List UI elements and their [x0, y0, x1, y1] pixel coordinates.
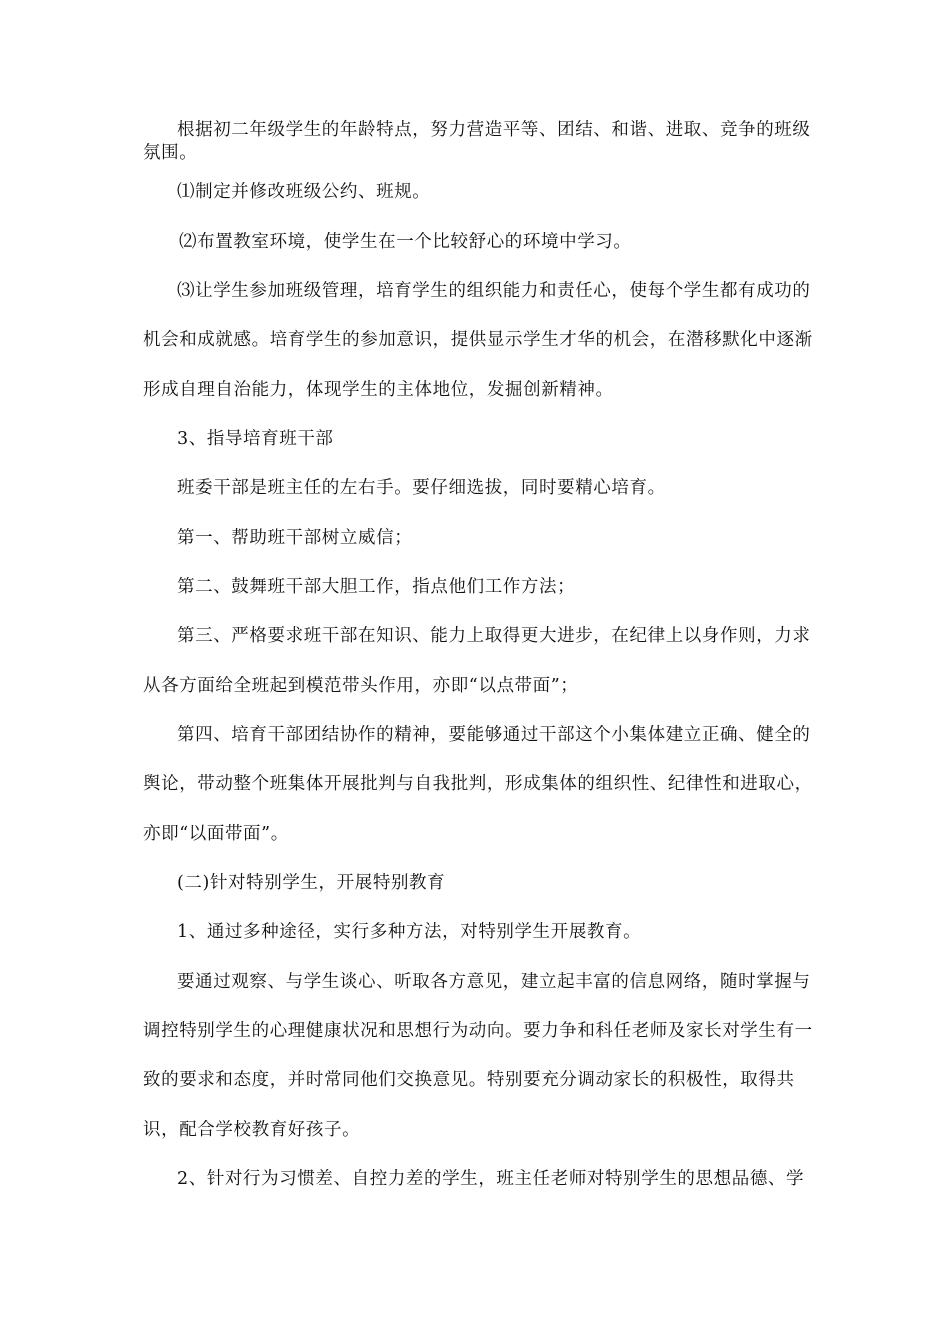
paragraph-line: 根据初二年级学生的年龄特点，努力营造平等、团结、和谐、进取、竞争的班级	[177, 120, 811, 140]
paragraph-line: 机会和成就感。培育学生的参加意识，提供显示学生才华的机会，在潜移默化中逐渐	[143, 330, 813, 350]
paragraph-line: 识，配合学校教育好孩子。	[143, 1120, 361, 1140]
list-item: ⑶让学生参加班级管理，培育学生的组织能力和责任心，使每个学生都有成功的	[177, 281, 811, 301]
paragraph-line: 第四、培育干部团结协作的精神，要能够通过干部这个小集体建立正确、健全的	[177, 725, 811, 745]
paragraph-line: 舆论，带动整个班集体开展批判与自我批判，形成集体的组织性、纪律性和进取心，	[143, 774, 813, 794]
list-item: ⑴制定并修改班级公约、班规。	[177, 182, 431, 202]
list-item: ⑵布置教室环境，使学生在一个比较舒心的环境中学习。	[179, 232, 632, 252]
paragraph-line: 2、针对行为习惯差、自控力差的学生，班主任老师对特别学生的思想品德、学	[177, 1169, 805, 1189]
section-heading: 3、指导培育班干部	[177, 429, 334, 449]
paragraph-line: 亦即“以面带面”。	[143, 824, 289, 844]
paragraph-line: 第三、严格要求班干部在知识、能力上取得更大进步，在纪律上以身作则，力求	[177, 626, 811, 646]
section-heading: (二)针对特别学生，开展特别教育	[177, 873, 446, 893]
paragraph-line: 从各方面给全班起到模范带头作用，亦即“以点带面”；	[143, 676, 579, 696]
paragraph-line: 第二、鼓舞班干部大胆工作，指点他们工作方法；	[177, 577, 576, 597]
paragraph-line: 第一、帮助班干部树立威信；	[177, 528, 413, 548]
paragraph-line: 要通过观察、与学生谈心、听取各方意见，建立起丰富的信息网络，随时掌握与	[177, 972, 811, 992]
paragraph-line: 形成自理自治能力，体现学生的主体地位，发掘创新精神。	[143, 380, 614, 400]
paragraph-line: 致的要求和态度，并时常同他们交换意见。特别要充分调动家长的积极性，取得共	[143, 1070, 795, 1090]
paragraph-line: 调控特别学生的心理健康状况和思想行为动向。要力争和科任老师及家长对学生有一	[143, 1021, 813, 1041]
paragraph-line: 氛围。	[143, 143, 198, 163]
paragraph-line: 1、通过多种途径，实行多种方法，对特别学生开展教育。	[177, 922, 642, 942]
paragraph-line: 班委干部是班主任的左右手。要仔细选拔，同时要精心培育。	[177, 478, 666, 498]
